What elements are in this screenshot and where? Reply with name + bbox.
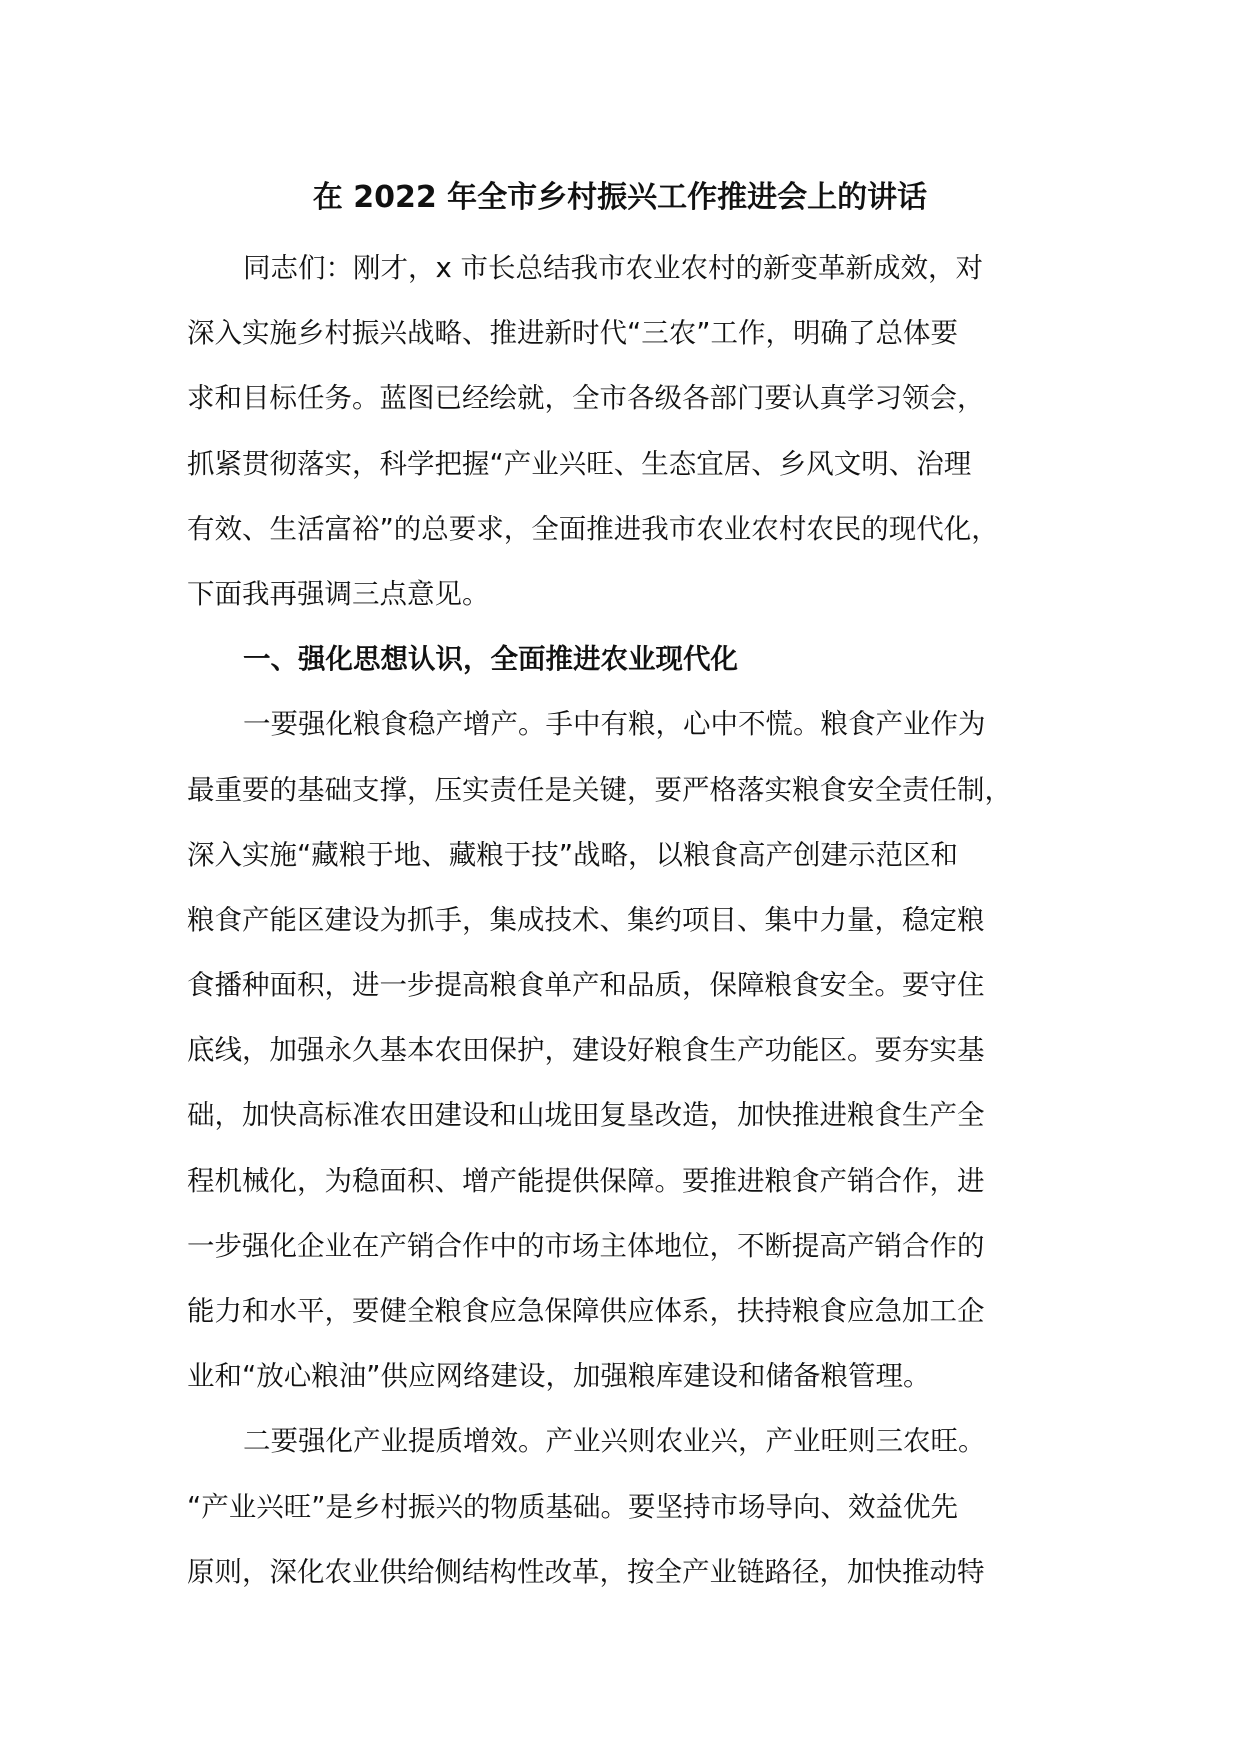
- paragraph-line: 下面我再强调三点意见。: [187, 577, 490, 610]
- paragraph-line: “产业兴旺”是乡村振兴的物质基础。要坚持市场导向、效益优先: [187, 1490, 958, 1523]
- document-body: [187, 236, 1087, 1605]
- paragraph-line: 能力和水平，要健全粮食应急保障供应体系，扶持粮食应急加工企: [187, 1295, 985, 1327]
- paragraph-line: 深入实施“藏粮于地、藏粮于技”战略，以粮食高产创建示范区和: [187, 838, 958, 871]
- paragraph-line: 粮食产能区建设为抓手，集成技术、集约项目、集中力量，稳定粮: [187, 903, 985, 936]
- paragraph-line: 深入实施乡村振兴战略、推进新时代“三农”工作，明确了总体要: [187, 317, 958, 350]
- paragraph-line: 一步强化企业在产销合作中的市场主体地位，不断提高产销合作的: [187, 1229, 985, 1262]
- paragraph-line: 业和“放心粮油”供应网络建设，加强粮库建设和储备粮管理。: [187, 1360, 931, 1393]
- paragraph-line: 抓紧贯彻落实，科学把握“产业兴旺、生态宜居、乡风文明、治理: [187, 447, 972, 480]
- paragraph-line: 最重要的基础支撑，压实责任是关键，要严格落实粮食安全责任制，: [187, 773, 1012, 806]
- paragraph-line: 原则，深化农业供给侧结构性改革，按全产业链路径，加快推动特: [187, 1555, 985, 1588]
- paragraph-line: 一要强化粮食稳产增产。手中有粮，心中不慌。粮食产业作为: [243, 708, 986, 741]
- section-heading: 一、强化思想认识，全面推进农业现代化: [243, 643, 738, 676]
- document-title: 在 2022 年全市乡村振兴工作推进会上的讲话: [312, 180, 928, 215]
- paragraph-line: 础，加快高标准农田建设和山垅田复垦改造，加快推进粮食生产全: [187, 1099, 985, 1132]
- paragraph-line: 同志们：刚才，x 市长总结我市农业农村的新变革新成效，对: [243, 252, 984, 284]
- paragraph-line: 程机械化，为稳面积、增产能提供保障。要推进粮食产销合作，进: [187, 1164, 985, 1197]
- paragraph-line: 求和目标任务。蓝图已经绘就，全市各级各部门要认真学习领会，: [187, 382, 985, 415]
- paragraph-line: 底线，加强永久基本农田保护，建设好粮食生产功能区。要夯实基: [187, 1034, 985, 1067]
- paragraph-line: 有效、生活富裕”的总要求，全面推进我市农业农村农民的现代化，: [187, 512, 999, 545]
- paragraph-line: 二要强化产业提质增效。产业兴则农业兴，产业旺则三农旺。: [243, 1425, 986, 1458]
- paragraph-line: 食播种面积，进一步提高粮食单产和品质，保障粮食安全。要守住: [187, 969, 985, 1002]
